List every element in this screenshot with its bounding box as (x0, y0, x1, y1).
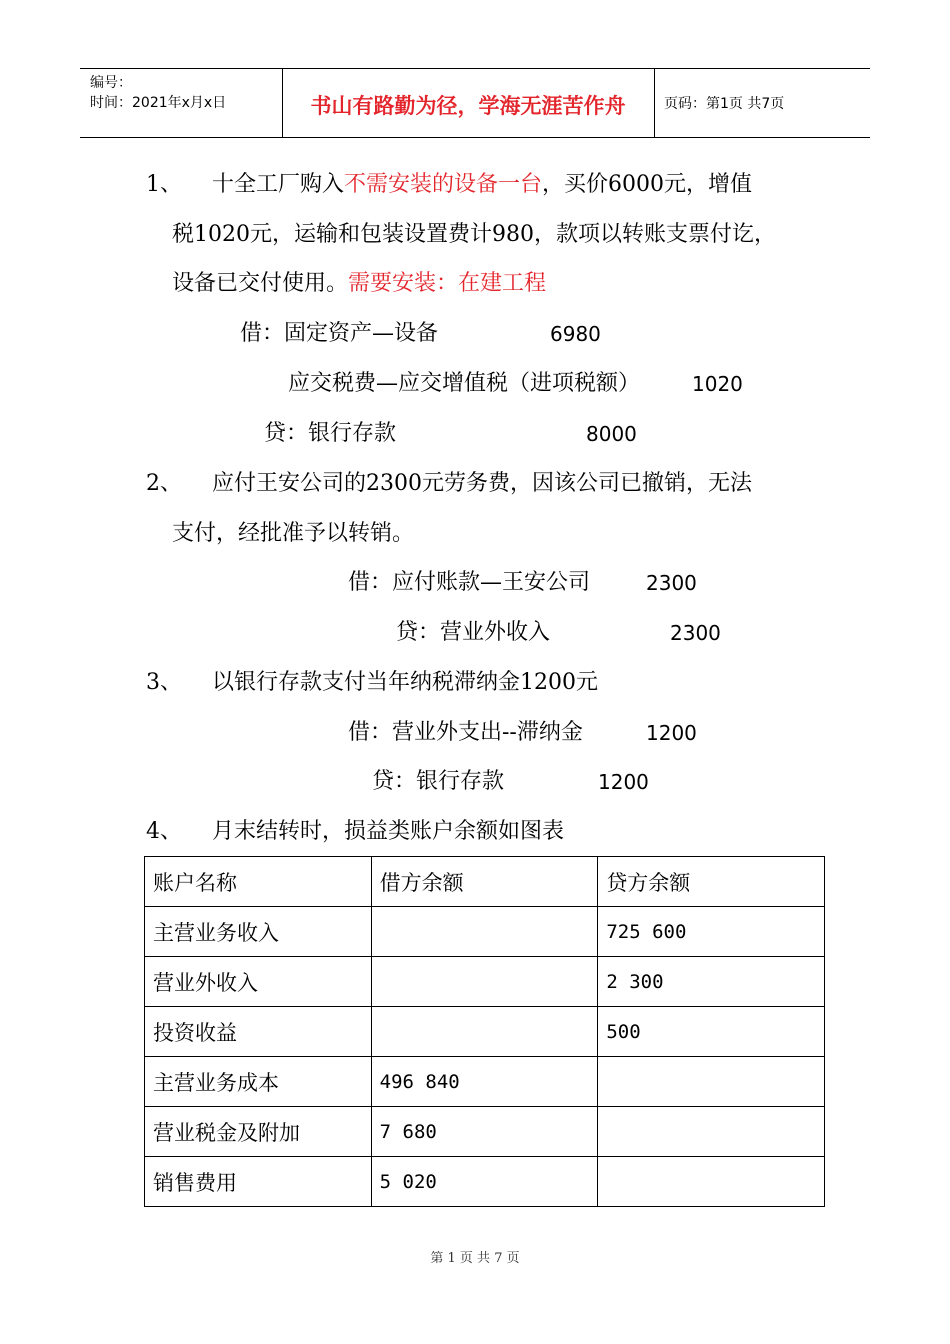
q3-entry-debit-amount: 1200 (646, 721, 697, 745)
q1-entry-tax-label: 应交税费—应交增值税（进项税额） (288, 371, 641, 396)
time-label: 时间：2021年x月x日 (90, 95, 227, 111)
table-cell-account: 销售费用 (145, 1157, 372, 1207)
q3-entry-debit-label: 借：营业外支出--滞纳金 (348, 720, 583, 745)
q4-line-1: 月末结转时，损益类账户余额如图表 (212, 819, 565, 844)
q2-entry-debit-amount: 2300 (646, 571, 697, 595)
table-header-cell: 贷方余额 (598, 857, 825, 907)
q1-number: 1、 (146, 172, 182, 197)
header-page-info: 页码：第1页 共7页 (664, 96, 785, 112)
table-header-cell: 账户名称 (145, 857, 372, 907)
q1-entry-tax-amount: 1020 (692, 372, 743, 396)
table-header-row (145, 857, 825, 907)
q1-highlight: 不需安装的设备一台 (344, 172, 543, 197)
code-label: 编号： (90, 75, 132, 91)
table-cell-credit: 500 (598, 1007, 825, 1057)
q2-entry-credit-label: 贷：营业外收入 (396, 620, 551, 645)
table-row (145, 907, 825, 957)
q2-number: 2、 (146, 471, 182, 496)
table-cell-debit: 5 020 (371, 1157, 598, 1207)
table-cell-debit (371, 1007, 598, 1057)
table-cell-credit (598, 1107, 825, 1157)
table-row (145, 1157, 825, 1207)
table-cell-credit (598, 1157, 825, 1207)
table-cell-debit: 496 840 (371, 1057, 598, 1107)
q2-line-1: 应付王安公司的2300元劳务费，因该公司已撤销，无法 (212, 471, 752, 496)
header-motto: 书山有路勤为径，学海无涯苦作舟 (310, 93, 626, 118)
table-cell-account: 营业税金及附加 (145, 1107, 372, 1157)
header-divider (654, 69, 655, 137)
table-cell-account: 投资收益 (145, 1007, 372, 1057)
q1-entry-credit-amount: 8000 (586, 422, 637, 446)
table-cell-account: 主营业务收入 (145, 907, 372, 957)
table-cell-account: 主营业务成本 (145, 1057, 372, 1107)
header-meta (90, 73, 226, 113)
q1-entry-debit-amount: 6980 (550, 322, 601, 346)
table-cell-debit (371, 957, 598, 1007)
q1-text: 十全工厂购入 (212, 172, 345, 197)
table-cell-debit: 7 680 (371, 1107, 598, 1157)
q2-line-2: 支付，经批准予以转销。 (172, 521, 415, 546)
page-header (80, 68, 870, 138)
q1-line-3 (172, 269, 546, 299)
q2-entry-debit-label: 借：应付账款—王安公司 (348, 570, 591, 595)
q1-line-2: 税1020元，运输和包装设置费计980，款项以转账支票付讫， (172, 222, 776, 247)
q2-entry-credit-amount: 2300 (670, 621, 721, 645)
table-cell-credit: 725 600 (598, 907, 825, 957)
q1-entry-credit-label: 贷：银行存款 (264, 421, 397, 446)
q3-line-1: 以银行存款支付当年纳税滞纳金1200元 (212, 670, 598, 695)
table-row (145, 1107, 825, 1157)
table-row (145, 1057, 825, 1107)
balance-table (144, 856, 825, 1207)
q3-number: 3、 (146, 670, 182, 695)
q1-text: ，买价6000元，增值 (542, 172, 753, 197)
q3-entry-credit-amount: 1200 (598, 770, 649, 794)
q4-number: 4、 (146, 819, 182, 844)
q1-text: 设备已交付使用。 (172, 271, 349, 296)
table-cell-credit (598, 1057, 825, 1107)
table-cell-credit: 2 300 (598, 957, 825, 1007)
q3-entry-credit-label: 贷：银行存款 (372, 769, 505, 794)
table-row (145, 1007, 825, 1057)
table-header-cell: 借方余额 (371, 857, 598, 907)
table-cell-debit (371, 907, 598, 957)
q1-line-1 (212, 170, 752, 200)
table-row (145, 957, 825, 1007)
table-cell-account: 营业外收入 (145, 957, 372, 1007)
q1-entry-debit-label: 借：固定资产—设备 (240, 321, 439, 346)
q1-note: 需要安装：在建工程 (348, 271, 547, 296)
page-footer: 第 1 页 共 7 页 (430, 1251, 520, 1266)
